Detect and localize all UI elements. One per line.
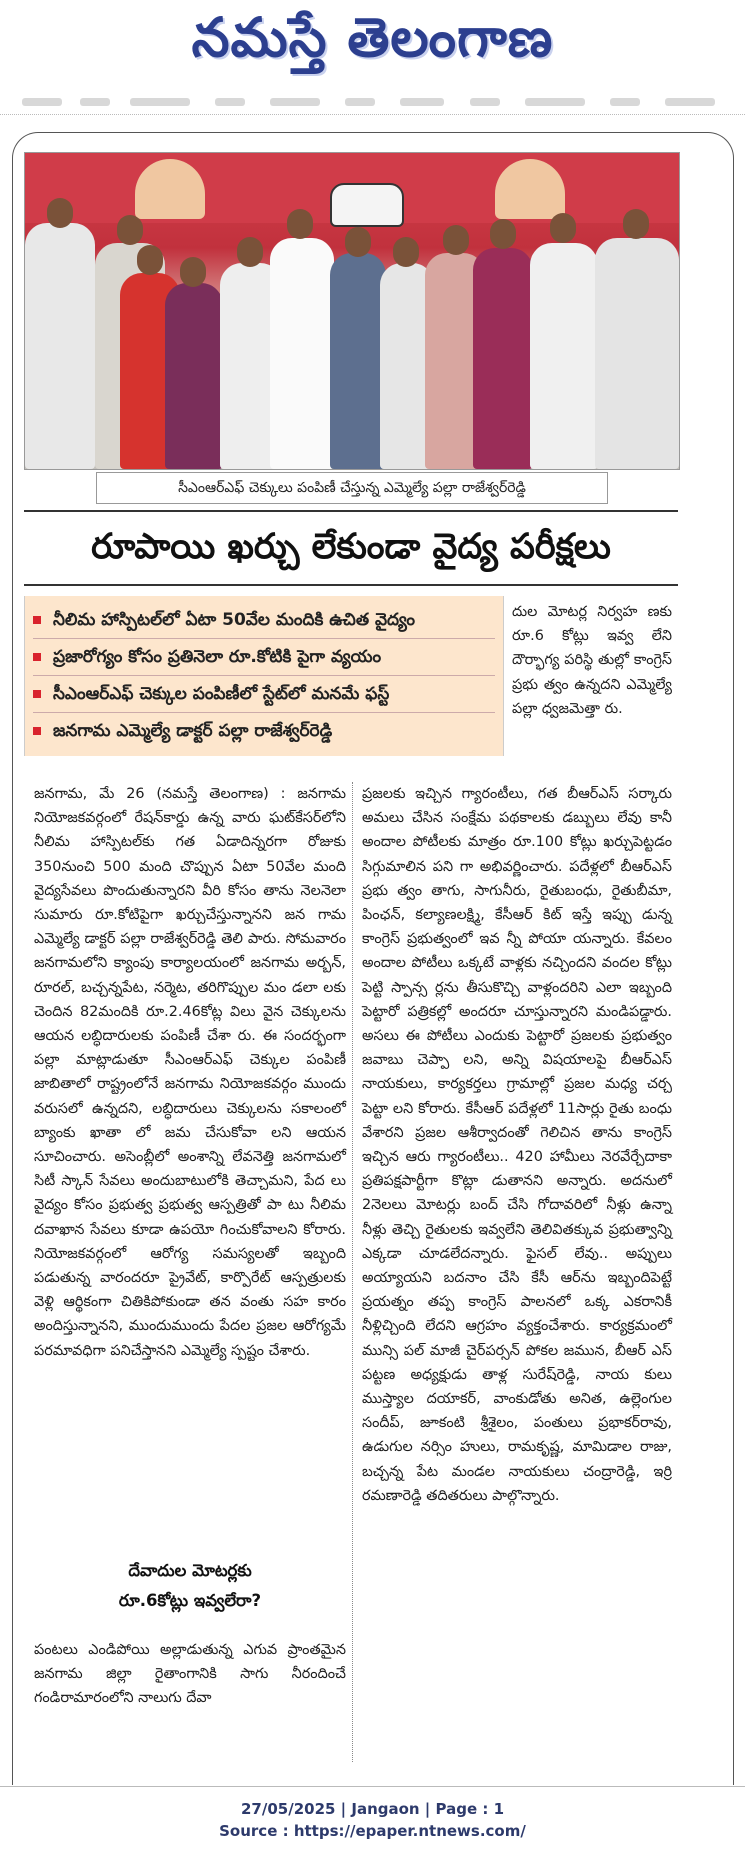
footer <box>0 1798 745 1842</box>
person <box>270 238 334 469</box>
footer-rule <box>0 1786 745 1787</box>
head <box>117 215 143 245</box>
highlight-item <box>33 639 495 676</box>
subheading-line: దేవాదుల మోటర్లకు <box>128 1561 252 1580</box>
source-link[interactable]: Source : https://epaper.ntnews.com/ <box>219 1822 526 1840</box>
highlight-text: ప్రజారోగ్యం కోసం ప్రతినెలా రూ.కోటికి పైగా వ్యయం <box>53 647 382 667</box>
head <box>623 209 649 239</box>
person <box>530 243 598 469</box>
article-text-middle <box>362 782 672 1508</box>
highlight-item <box>33 713 495 749</box>
subheading <box>34 1556 346 1626</box>
highlights-box <box>24 596 504 756</box>
head <box>237 237 263 267</box>
newspaper-logo: నమస్తే తెలంగాణ <box>191 6 554 69</box>
person <box>473 248 533 469</box>
car-symbol-icon <box>330 183 404 227</box>
highlight-text: నీలిమ హాస్పిటల్‌లో ఏటా 50వేల మందికి ఉచిత వైద్యం <box>53 610 415 630</box>
article-text-left-bottom <box>34 1638 346 1711</box>
article-text-left <box>34 782 346 1363</box>
previous-article-strip <box>0 92 745 115</box>
paragraph: ప్రజలకు ఇచ్చిన గ్యారంటీలు, గత బీఆర్ఎస్ సర్కారు అమలు చేసిన సంక్షేమ పథకాలకు డబ్బులు లేవు కానీ అందాల పోటీలకు మాత్రం రూ.100 కోట్లు ఖర్చుపెట్టడం సిగ్గుమాలిన పని గా అభివర్ణించారు. పదేళ్లలో బీఆర్ఎస్ ప్రభు త్వం తాగు, సాగునీరు, రైతుబంధు, రైతుబీమా, పింఛన్, కల్యాణలక్ష్మి, కేసీఆర్ కిట్ ఇస్తే ఇప్పు డున్న కాంగ్రెస్ ప్రభుత్వంలో ఇవ న్నీ పోయా యన్నారు. కేవలం అందాల పోటీలు ఒక్కటే వాళ్లకు నచ్చిందని వందల కోట్లు పెట్టి స్పాన్స ర్లను తీసుకొచ్చి వాళ్లందరిని ఎలా ఇబ్బంది పెట్టారో పత్రికల్లో అందరూ చూస్తున్నారని మండిపడ్డారు. అసలు ఈ పోటీలు ఎందుకు పెట్టారో ప్రజలకు ప్రభుత్వం జవాబు చెప్పా లని, అన్ని విషయాలపై బీఆర్ఎస్ నాయకులు, కార్యకర్తలు గ్రామాల్లో ప్రజల మధ్య చర్చ పెట్టా లని కోరారు. కేసీఆర్ పదేళ్లలో 11సార్లు రైతు బంధు వేశారని ప్రజల ఆశీర్వాదంతో గెలిచిన తాను కాంగ్రెస్ ఇచ్చిన ఆరు గ్యారంటీలు.. 420 హామీలు నెరవేర్చేదాకా ప్రతిపక్షపార్టీగా కొట్లా డుతానని అన్నారు. అదనులో 2నెలలు మోటర్లు బంద్ చేసి గోదావరిలో నీళ్లు ఉన్నా నీళ్లు తెచ్చి రైతులకు ఇవ్వలేని తెలివితక్కువ ప్రభుత్వాన్ని ఎక్కడా చూడలేదన్నారు. ఫైసల్ లేవు.. అప్పులు అయ్యాయని బదనాం చేసి కేసీ ఆర్‌ను ఇబ్బందిపెట్టే ప్రయత్నం తప్ప కాంగ్రెస్ పాలనలో ఒక్క ఎకరానికీ నీళ్లిచ్చింది లేదని ఆగ్రహం వ్యక్తంచేశారు. కార్యక్రమంలో మున్సి పల్ మాజీ చైర్‌పర్సన్ పోకల జమున, బీఆర్ ఎస్ పట్టణ అధ్యక్షుడు తాళ్ల సురేష్‌రెడ్డి, నాయ కులు ముస్త్యాల దయాకర్, వాంకుడోతు అనిత, ఉల్లెంగుల సందీప్, జూకంటి శ్రీశైలం, పంతులు ప్రభాకర్‌రావు, ఉడుగుల నర్సిం హులు, రామకృష్ణ, మామిడాల రాజు, బచ్చన్న పేట మండల నాయకులు చంద్రారెడ్డి, ఇర్రి రమణారెడ్డి తదితరులు పాల్గొన్నారు. <box>362 786 672 1504</box>
head <box>345 227 371 257</box>
person <box>330 253 386 469</box>
highlight-item <box>33 602 495 639</box>
news-photo <box>24 152 680 470</box>
paragraph: జనగామ, మే 26 (నమస్తే తెలంగాణ) : జనగామ నియోజకవర్గంలో రేషన్‌కార్డు ఉన్న వారు ఘట్‌కేసర్‌లోని నీలిమ హాస్పిటల్‌కు గత ఏడాదిన్నరగా రోజుకు 350నుంచి 500 మంది చొప్పున ఏటా 50వేల మంది వైద్యసేవలు పొందుతున్నారని వీరి కోసం తాను నెలనెలా సుమారు రూ.కోటిపైగా ఖర్చుచేస్తున్నానని జన గామ ఎమ్మెల్యే డాక్టర్ పల్లా రాజేశ్వర్‌రెడ్డి తెలి పారు. సోమవారం జనగామలోని క్యాంపు కార్యాలయంలో జనగామ అర్బన్, రూరల్, బచ్చన్నపేట, నర్మెట, తరిగొప్పుల మం డలా లకు చెందిన 82మందికి రూ.2.46కోట్ల విలు వైన చెక్కులను ఆయన లబ్ధిదారులకు పంపిణీ చేశా రు. ఈ సందర్భంగా పల్లా మాట్లాడుతూ సీఎంఆర్ఎఫ్ చెక్కుల పంపిణీ జాబితాలో రాష్ట్రంలోనే జనగామ నియోజకవర్గం ముందు వరుసలో ఉన్నదని, లబ్ధిదారులు చెక్కులను సకాలంలో బ్యాంకు ఖాతా లో జమ చేసుకోవా లని ఆయన సూచించారు. అసెంబ్లీలో అంశాన్ని లేవనెత్తి జనగామలో సిటీ స్కాన్ సేవలు అందుబాటులోకి తెచ్చామని, పేద లు వైద్యం కోసం ప్రభుత్వ ప్రభుత్వ ఆస్పత్రితో పా టు నీలిమ దవాఖాన సేవలు కూడా ఉపయో గించుకోవాలని కోరారు. నియోజకవర్గంలో ఆరోగ్య సమస్యలతో ఇబ్బంది పడుతున్న వారందరూ ప్రైవేట్, కార్పొరేట్ ఆస్పత్రులకు వెళ్లి ఆర్థికంగా చితికిపోకుండా తన వంతు సహ కారం అందిస్తున్నానని, ముందుముందు పేదల ప్రజల ఆరోగ్యమే పరమావధిగా పనిచేస్తానని ఎమ్మెల్యే స్పష్టం చేశారు. <box>34 786 346 1359</box>
paragraph: పంటలు ఎండిపోయి అల్లాడుతున్న ఎగువ ప్రాంతమైన జనగామ జిల్లా రైతాంగానికి సాగు నీరందించే గండిరామారంలోని నాలుగు దేవా <box>34 1642 346 1707</box>
headline: రూపాయి ఖర్చు లేకుండా వైద్య పరీక్షలు <box>24 510 678 586</box>
subheading-line: రూ.6కోట్లు ఇవ్వలేరా? <box>118 1591 262 1610</box>
head <box>443 225 469 255</box>
bullet-icon <box>33 690 41 698</box>
paragraph: దుల మోటర్ల నిర్వహ ణకు రూ.6 కోట్లు ఇవ్వ లేని దౌర్భాగ్య పరిస్థి తుల్లో కాంగ్రెస్ ప్రభు త్వం ఉన్నదని ఎమ్మెల్యే పల్లా ధ్వజమెత్తా రు. <box>512 604 672 717</box>
person <box>25 223 95 469</box>
head <box>137 245 163 275</box>
highlight-text: జనగామ ఎమ్మెల్యే డాక్టర్ పల్లా రాజేశ్వర్‌రెడ్డి <box>53 721 333 741</box>
edition-info: 27/05/2025 | Jangaon | Page : 1 <box>240 1800 505 1818</box>
highlight-text: సీఎంఆర్ఎఫ్ చెక్కుల పంపిణీలో స్టేట్‌లో మనమే ఫస్ట్ <box>53 684 390 704</box>
masthead <box>0 0 745 92</box>
head <box>490 219 516 249</box>
head <box>287 209 313 239</box>
article-text-right-top <box>512 600 672 721</box>
person <box>165 283 223 469</box>
head <box>393 237 419 267</box>
column-divider <box>352 782 353 1762</box>
person <box>595 238 679 469</box>
head <box>550 213 576 243</box>
head <box>47 198 73 228</box>
bullet-icon <box>33 616 41 624</box>
head <box>180 257 206 287</box>
bullet-icon <box>33 727 41 735</box>
highlight-item <box>33 676 495 713</box>
bullet-icon <box>33 653 41 661</box>
photo-caption: సీఎంఆర్ఎఫ్ చెక్కులు పంపిణీ చేస్తున్న ఎమ్మెల్యే పల్లా రాజేశ్వర్‌రెడ్డి <box>96 472 608 504</box>
